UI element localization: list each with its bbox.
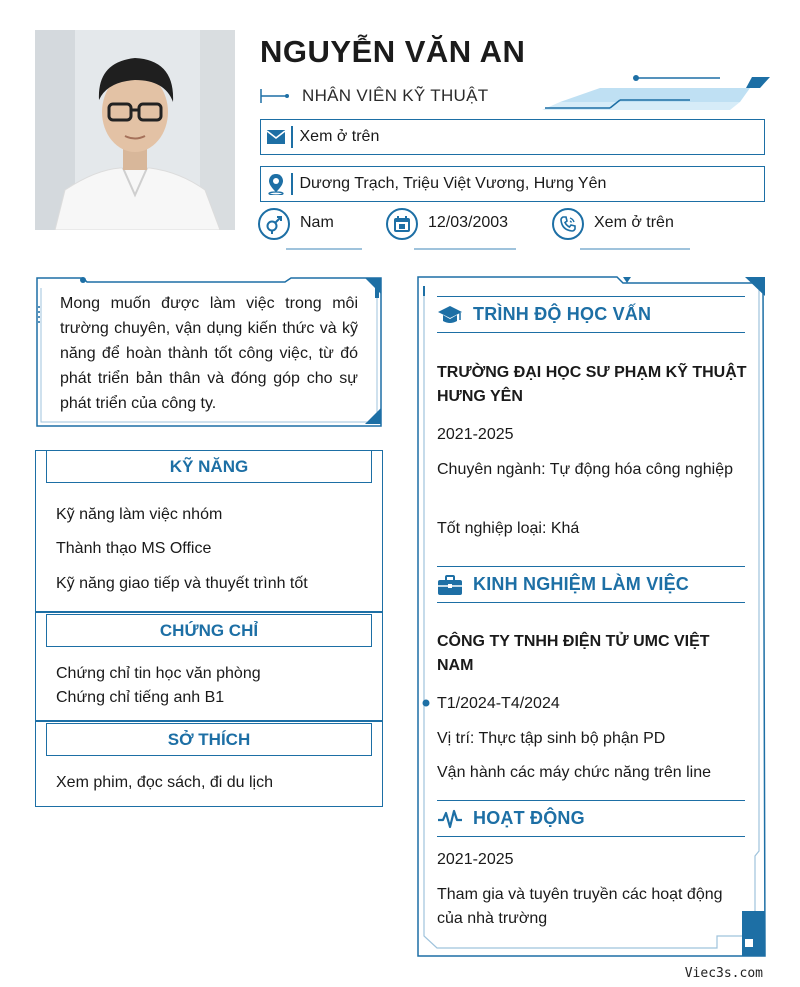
experience-duty: Vận hành các máy chức năng trên line: [437, 764, 711, 781]
certificates-heading: CHỨNG CHỈ: [46, 614, 372, 647]
education-major: Chuyên ngành: Tự động hóa công nghiệp: [437, 461, 733, 478]
phone-icon: [559, 215, 577, 233]
certificate-item: Chứng chỉ tin học văn phòng: [56, 665, 261, 682]
gender-icon: [264, 214, 284, 234]
header-decoration: [540, 74, 770, 114]
certificate-item: Chứng chỉ tiếng anh B1: [56, 689, 225, 706]
activities-heading-bar: [437, 800, 745, 837]
school-name: TRƯỜNG ĐẠI HỌC SƯ PHẠM KỸ THUẬT HƯNG YÊN: [437, 364, 747, 405]
activities-period: 2021-2025: [437, 851, 514, 868]
title-accent-line: [260, 88, 290, 104]
skills-heading: KỸ NĂNG: [46, 450, 372, 483]
graduation-cap-icon: [437, 304, 463, 326]
experience-position: Vị trí: Thực tập sinh bộ phận PD: [437, 730, 666, 747]
phone-row: [552, 208, 674, 252]
hobbies-heading: SỞ THÍCH: [46, 723, 372, 756]
watermark: Viec3s.com: [684, 966, 763, 981]
birthday-value: 12/03/2003: [428, 214, 509, 231]
career-objective-box: [35, 276, 383, 428]
hobby-item: Xem phim, đọc sách, đi du lịch: [56, 774, 273, 791]
candidate-name: NGUYỄN VĂN AN: [260, 34, 526, 69]
envelope-icon: [266, 129, 286, 145]
education-grade: Tốt nghiệp loại: Khá: [437, 520, 580, 537]
skill-item: Thành thạo MS Office: [56, 540, 212, 557]
skill-item: Kỹ năng làm việc nhóm: [56, 506, 223, 523]
address-value: Dương Trạch, Triệu Việt Vương, Hưng Yên: [299, 175, 607, 192]
briefcase-icon: [437, 574, 463, 596]
education-period: 2021-2025: [437, 426, 514, 443]
address-row: [260, 166, 765, 202]
gender-row: [258, 208, 334, 252]
birthday-row: [386, 208, 508, 252]
skill-item: Kỹ năng giao tiếp và thuyết trình tốt: [56, 575, 308, 592]
experience-heading-bar: [437, 566, 745, 603]
job-title: NHÂN VIÊN KỸ THUẬT: [302, 86, 489, 105]
activities-description: Tham gia và tuyên truyền các hoạt động của nhà trường: [437, 886, 723, 927]
company-name: CÔNG TY TNHH ĐIỆN TỬ UMC VIỆT NAM: [437, 633, 710, 674]
email-row: [260, 119, 765, 155]
activities-heading: HOẠT ĐỘNG: [473, 808, 585, 828]
calendar-icon: [393, 215, 411, 233]
pulse-icon: [437, 808, 463, 830]
education-heading-bar: [437, 296, 745, 333]
gender-value: Nam: [300, 214, 334, 231]
education-heading: TRÌNH ĐỘ HỌC VẤN: [473, 304, 652, 324]
location-pin-icon: [267, 173, 285, 195]
experience-period: T1/2024-T4/2024: [437, 695, 560, 712]
avatar: [35, 30, 235, 230]
objective-text: Mong muốn được làm việc trong môi trường chuyên, vận dụng kiến thức và kỹ năng để hoàn thành tốt công việc, từ đó phát triển bản thân và đóng góp cho sự phát triển của công ty.: [60, 295, 358, 412]
experience-heading: KINH NGHIỆM LÀM VIỆC: [473, 574, 690, 594]
phone-value: Xem ở trên: [594, 214, 674, 231]
email-value: Xem ở trên: [299, 128, 380, 145]
